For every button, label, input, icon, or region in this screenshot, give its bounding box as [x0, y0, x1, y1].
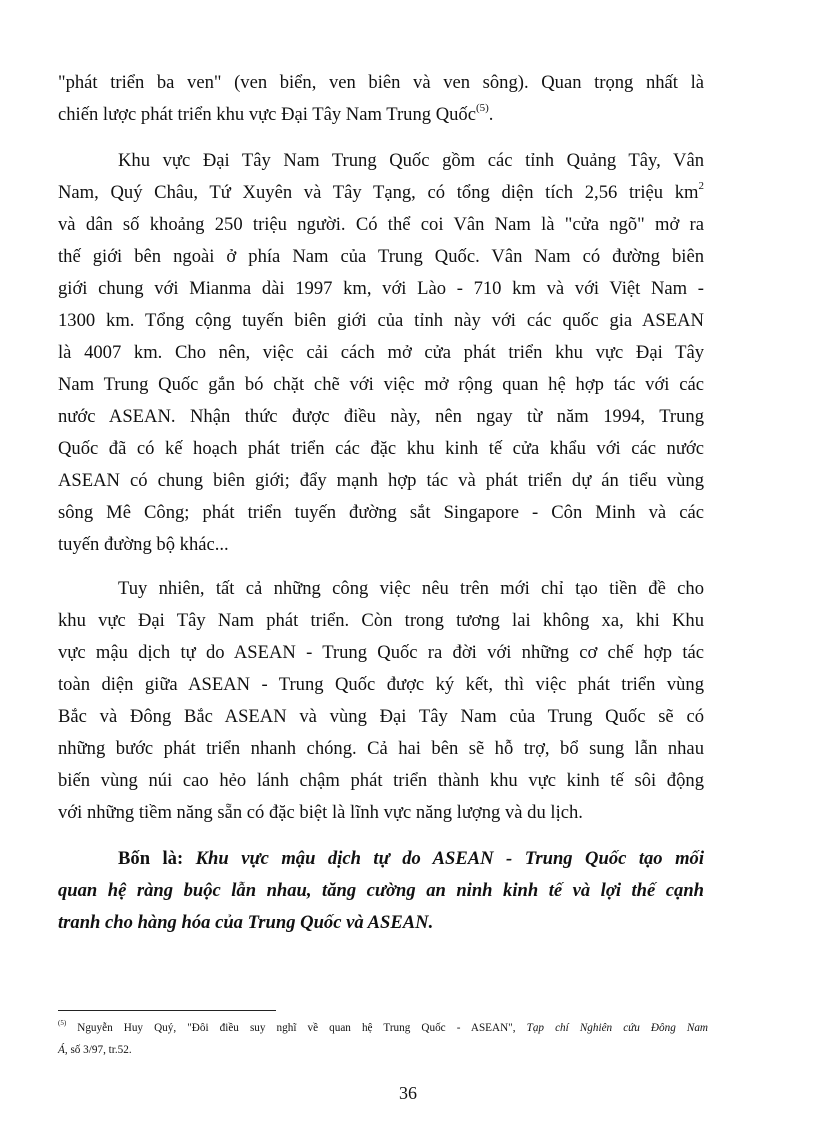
paragraph-2-line-4: thế giới bên ngoài ở phía Nam của Trung Quốc. Vân Nam có đường biên: [58, 246, 704, 267]
paragraph-2-line-1: Khu vực Đại Tây Nam Trung Quốc gồm các tỉnh Quảng Tây, Vân: [118, 150, 704, 171]
paragraph-2-line-7: là 4007 km. Cho nên, việc cải cách mở cửa phát triển khu vực Đại Tây: [58, 342, 704, 363]
paragraph-4-line-1: [118, 848, 704, 870]
footnote-marker: (5): [58, 1019, 67, 1028]
page-number: 36: [399, 1083, 417, 1103]
paragraph-3-line-2: khu vực Đại Tây Nam phát triển. Còn trong tương lai không xa, khi Khu: [58, 610, 704, 631]
paragraph-4-line-2: quan hệ ràng buộc lẫn nhau, tăng cường an ninh kinh tế và lợi thế cạnh: [58, 880, 704, 901]
paragraph-3-line-8: với những tiềm năng sẵn có đặc biệt là lĩnh vực năng lượng và du lịch.: [58, 802, 583, 823]
paragraph-3-line-6: những bước phát triển nhanh chóng. Cả hai bên sẽ hỗ trợ, bổ sung lẫn nhau: [58, 738, 704, 759]
paragraph-2-line-12: sông Mê Công; phát triển tuyến đường sắt Singapore - Côn Minh và các: [58, 502, 704, 523]
footnote-issue: , số 3/97, tr.52.: [64, 1044, 132, 1056]
footnote-journal: Tạp chí Nghiên cứu Đông Nam: [526, 1022, 708, 1034]
paragraph-1-line-2: [58, 101, 704, 126]
paragraph-1-line-2-end: .: [488, 104, 494, 125]
footnote-line-2: [58, 1043, 708, 1057]
paragraph-2-line-10: Quốc đã có kế hoạch phát triển các đặc khu kinh tế cửa khẩu với các nước: [58, 438, 704, 459]
paragraph-2-line-13: tuyến đường bộ khác...: [58, 534, 229, 555]
paragraph-2-line-2-text: Nam, Quý Châu, Tứ Xuyên và Tây Tạng, có tổng diện tích 2,56 triệu km: [58, 182, 699, 203]
superscript-2: 2: [698, 179, 704, 192]
paragraph-2-line-11: ASEAN có chung biên giới; đẩy mạnh hợp tác và phát triển dự án tiểu vùng: [58, 470, 704, 491]
paragraph-3-line-5: Bắc và Đông Bắc ASEAN và vùng Đại Tây Nam của Trung Quốc sẽ có: [58, 706, 704, 727]
footnote-author-title: Nguyễn Huy Quý, "Đôi điều suy nghĩ về quan hệ Trung Quốc - ASEAN",: [77, 1022, 516, 1034]
paragraph-2-line-3: và dân số khoảng 250 triệu người. Có thể coi Vân Nam là "cửa ngõ" mở ra: [58, 214, 704, 235]
paragraph-3-line-7: biến vùng núi cao hẻo lánh chậm phát triển thành khu vực kinh tế sôi động: [58, 770, 704, 791]
section-lead-label: Bốn là:: [118, 848, 184, 869]
paragraph-2-line-5: giới chung với Mianma dài 1997 km, với Lào - 710 km và với Việt Nam -: [58, 278, 704, 299]
footnote-reference: (5): [475, 101, 489, 114]
paragraph-3-line-4: toàn diện giữa ASEAN - Trung Quốc được ký kết, thì việc phát triển vùng: [58, 674, 704, 695]
footnote-line-1: [58, 1021, 708, 1035]
paragraph-2-line-6: 1300 km. Tổng cộng tuyến biên giới của tỉnh này với các quốc gia ASEAN: [58, 310, 704, 331]
paragraph-3-line-1: Tuy nhiên, tất cả những công việc nêu trên mới chỉ tạo tiền đề cho: [118, 578, 704, 599]
paragraph-2-line-9: nước ASEAN. Nhận thức được điều này, nên ngay từ năm 1994, Trung: [58, 406, 704, 427]
footnote-journal-cont: Á: [58, 1044, 65, 1056]
paragraph-3-line-3: vực mậu dịch tự do ASEAN - Trung Quốc ra đời với những cơ chế hợp tác: [58, 642, 704, 663]
paragraph-1-line-2-text: chiến lược phát triển khu vực Đại Tây Nam Trung Quốc: [58, 104, 476, 125]
paragraph-4-line-3: tranh cho hàng hóa của Trung Quốc và ASEAN.: [58, 912, 434, 933]
paragraph-4-line-1-text: Khu vực mậu dịch tự do ASEAN - Trung Quốc tạo mối: [195, 848, 705, 869]
paragraph-1-line-1: "phát triển ba ven" (ven biển, ven biên và ven sông). Quan trọng nhất là: [58, 72, 704, 93]
footnote-divider: [58, 1010, 276, 1011]
paragraph-2-line-2: [58, 179, 704, 204]
paragraph-2-line-8: Nam Trung Quốc gắn bó chặt chẽ với việc mở rộng quan hệ hợp tác với các: [58, 374, 704, 395]
